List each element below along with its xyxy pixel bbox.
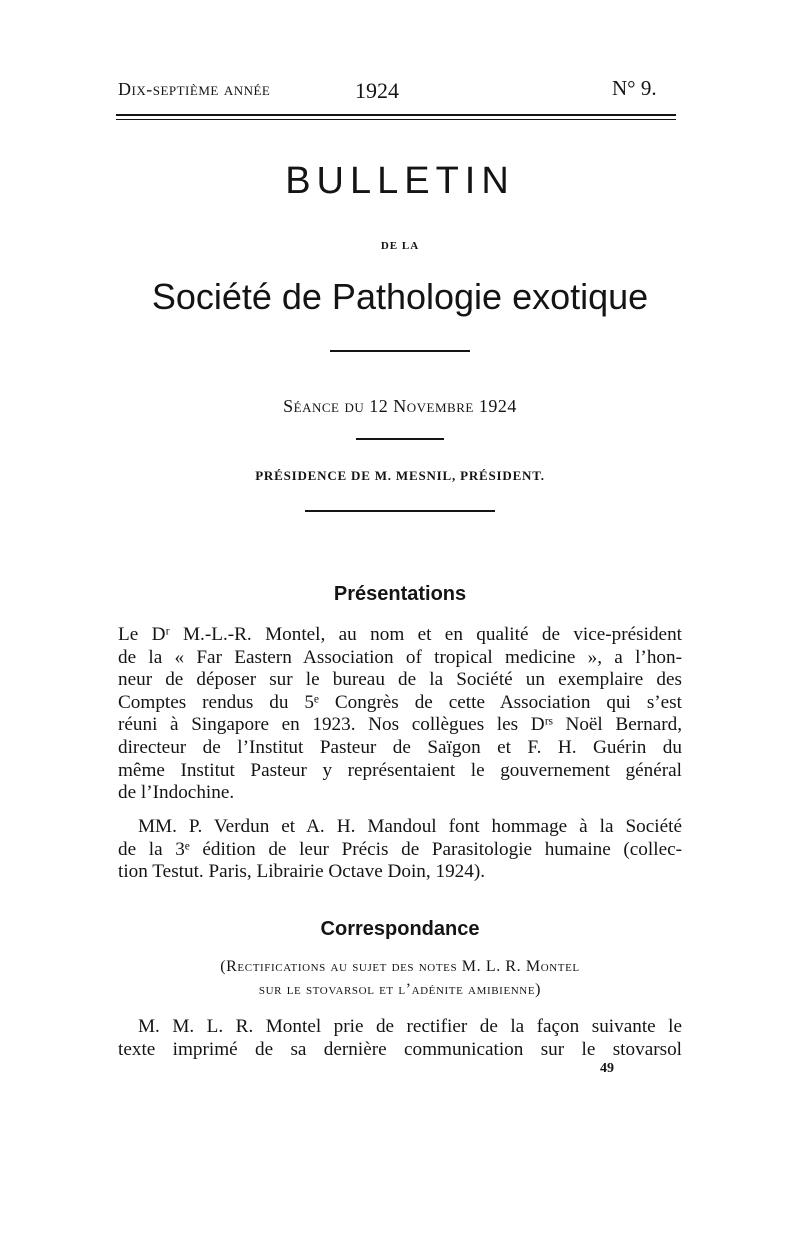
text-line: tion Testut. Paris, Librairie Octave Doin, 1924). bbox=[118, 861, 486, 883]
text-line: de l’Indochine. bbox=[118, 782, 235, 804]
header-rule-bottom bbox=[116, 119, 676, 120]
divider-1 bbox=[330, 350, 470, 352]
header-rule-top bbox=[116, 114, 676, 116]
text-line: de la 3ᵉ édition de leur Précis de Parasitologie humaine (collec- bbox=[118, 838, 682, 860]
session-date: Séance du 12 Novembre 1924 bbox=[283, 396, 517, 416]
volume-year-label: Dix-septième année bbox=[118, 79, 271, 99]
text-line: réuni à Singapore en 1923. Nos collègues les Dʳˢ Noël Bernard, bbox=[118, 714, 682, 736]
text-line: Comptes rendus du 5ᵉ Congrès de cette Association qui s’est bbox=[118, 691, 682, 713]
page-number: 49 bbox=[600, 1061, 614, 1076]
text-line: MM. P. Verdun et A. H. Mandoul font hommage à la Société bbox=[138, 816, 682, 837]
presidency-line: PRÉSIDENCE DE M. MESNIL, PRÉSIDENT. bbox=[255, 468, 545, 483]
text-line: de la « Far Eastern Association of tropical medicine », a l’hon- bbox=[118, 646, 682, 668]
society-name: Société de Pathologie exotique bbox=[151, 276, 649, 317]
text-line: texte imprimé de sa dernière communication sur le stovarsol bbox=[118, 1038, 682, 1060]
divider-3 bbox=[305, 510, 495, 512]
section-title-correspondance: Correspondance bbox=[320, 918, 480, 940]
text-line: directeur de l’Institut Pasteur de Saïgon et F. H. Guérin du bbox=[118, 736, 682, 758]
issue-number: N° 9. bbox=[612, 76, 657, 100]
divider-2 bbox=[356, 438, 444, 440]
section-title-presentations: Présentations bbox=[333, 583, 467, 605]
text-line: Le Dʳ M.-L.-R. Montel, au nom et en qualité de vice-président bbox=[118, 624, 682, 645]
text-line: même Institut Pasteur y représentaient le gouvernement général bbox=[118, 759, 682, 781]
correspondance-paragraph bbox=[118, 1016, 682, 1061]
correspondance-subheading-line-1: (Rectifications au sujet des notes M. L. R. Montel bbox=[220, 958, 580, 975]
bulletin-title: BULLETIN bbox=[285, 160, 515, 202]
text-line: neur de déposer sur le bureau de la Société un exemplaire des bbox=[118, 669, 682, 691]
publication-year: 1924 bbox=[355, 78, 399, 103]
title-de-la: DE LA bbox=[380, 240, 420, 252]
presentations-paragraph-2 bbox=[118, 816, 682, 884]
correspondance-subheading-line-2: sur le stovarsol et l’adénite amibienne) bbox=[258, 981, 542, 998]
text-line: M. M. L. R. Montel prie de rectifier de la façon suivante le bbox=[138, 1016, 682, 1037]
presentations-paragraph-1 bbox=[118, 624, 682, 805]
